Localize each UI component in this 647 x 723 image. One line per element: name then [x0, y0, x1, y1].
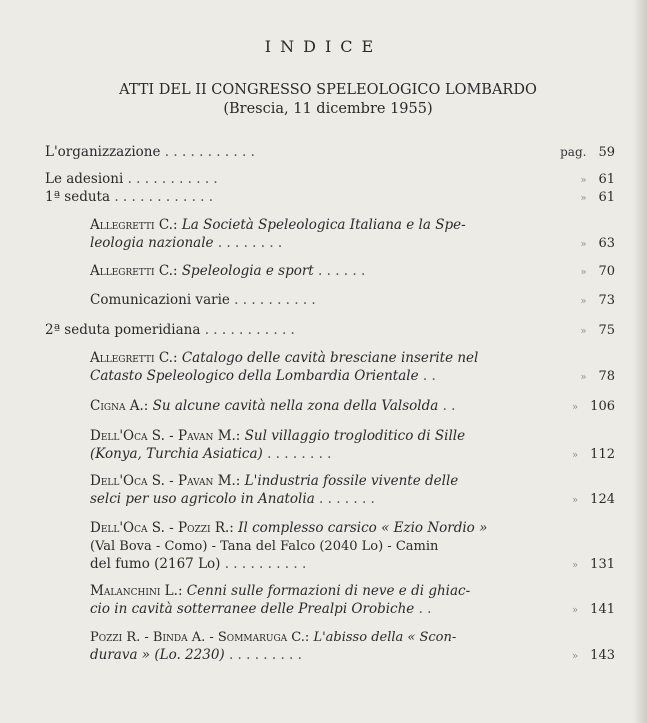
- author: Malanchini L.:: [90, 583, 183, 599]
- page-number: 143: [590, 648, 615, 663]
- congress-title: ATTI DEL II CONGRESSO SPELEOLOGICO LOMBARDO: [119, 82, 537, 98]
- author: Allegretti C.:: [90, 217, 178, 233]
- page-number: 141: [590, 602, 615, 617]
- author: Allegretti C.:: [90, 350, 178, 366]
- page-number: 75: [598, 323, 615, 338]
- congress-date: (Brescia, 11 dicembre 1955): [223, 101, 433, 117]
- page-number: 61: [598, 190, 615, 205]
- page-number: 106: [590, 399, 615, 414]
- author: Pozzi R. - Binda A. - Sommaruga C.:: [90, 630, 310, 645]
- index-page: INDICE ATTI DEL II CONGRESSO SPELEOLOGICO LOMBARDO (Brescia, 11 dicembre 1955) L'organizzazione . . . . . . . . . . . pag. 59 Le adesioni . . . . . . . . . . . » 61 1ª seduta . . . . . . . . . . . . » 61 Allegretti C.: La Società Speleologica Italiana e la Spe- leologia nazionale . . . . . . . . » 63 Allegretti C.: Speleologia e sport . . . . . . » 70 Comunicazioni varie . . . . . . . . . . » 73 2ª seduta pomeridiana . . . . . . . . . . . » 75 Allegretti C.: Catalogo delle cavità bresciane inserite nel Catasto Speleologico della Lombardia Orientale . . » 78 Cigna A.: Su alcune cavità nella zona della Valsolda . . » 106 Dell'Oca S. - Pavan M.: Sul villaggio trogloditico di Sille (Konya, Turchia Asiatica) . . . . . . . . » 112 Dell'Oca S. - Pavan M.: L'industria fossile vivente delle selci per uso agricolo in Anatolia . . . . . . . » 124 Dell'Oca S. - Pozzi R.: Il complesso carsico « Ezio Nordio » (Val Bova - Como) - Tana del Falco (2040 Lo) - Camin del fumo (2167 Lo) . . . . . . . . . . » 131 Malanchini L.: Cenni sulle formazioni di neve e di ghiac- cio in cavità sotterranee delle Prealpi Orobiche . . » 141 Pozzi R. - Binda A. - Sommaruga C.: L'abisso della « Scon- durava » (Lo. 2230) . . . . . . . . . » 143: [0, 0, 647, 723]
- author: Cigna A.:: [90, 398, 149, 414]
- page-number: 70: [598, 264, 615, 279]
- author: Dell'Oca S. - Pozzi R.:: [90, 520, 234, 536]
- author: Dell'Oca S. - Pavan M.:: [90, 428, 241, 444]
- page-number: 124: [590, 492, 615, 507]
- author: Allegretti C.:: [90, 263, 178, 279]
- page-number: 59: [598, 145, 615, 160]
- page-number: 73: [598, 293, 615, 308]
- page-number: 131: [590, 557, 615, 572]
- author: Dell'Oca S. - Pavan M.:: [90, 473, 241, 489]
- page-title: INDICE: [264, 37, 383, 56]
- page-number: 63: [598, 236, 615, 251]
- page-number: 61: [598, 172, 615, 187]
- page-number: 78: [598, 369, 615, 384]
- page-edge-shadow: [633, 0, 647, 723]
- page-number: 112: [590, 447, 615, 462]
